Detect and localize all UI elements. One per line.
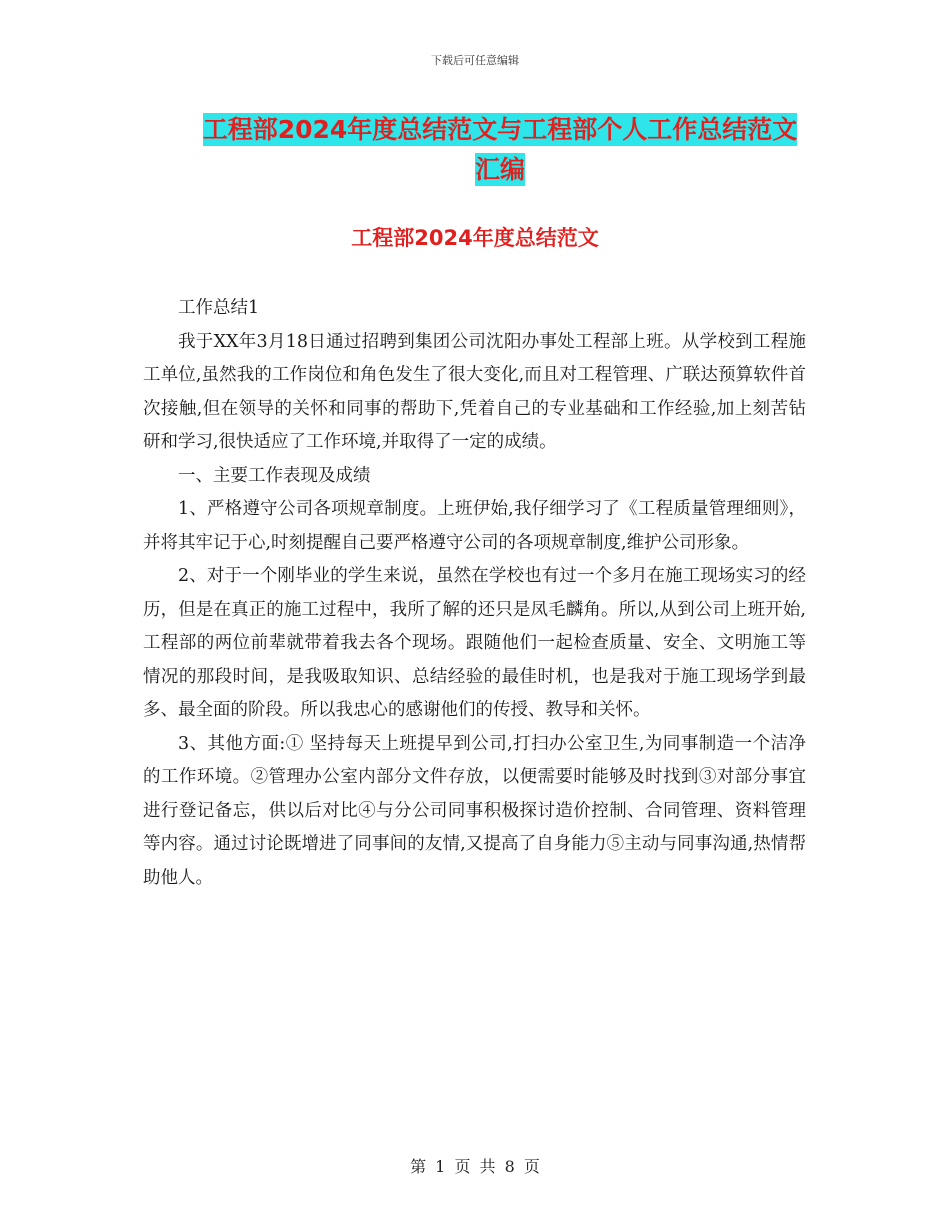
paragraph: 3、其他方面:① 坚持每天上班提早到公司,打扫办公室卫生,为同事制造一个洁净的工作环境。②管理办公室内部分文件存放，以便需要时能够及时找到③对部分事宜进行登记备忘，供以后对比④与分公司同事积极探讨造价控制、合同管理、资料管理等内容。通过讨论既增进了同事间的友情,又提高了自身能力⑤主动与同事沟通,热情帮助他人。: [143, 733, 806, 888]
paragraph: 2、对于一个刚毕业的学生来说，虽然在学校也有过一个多月在施工现场实习的经历，但是在真正的施工过程中，我所了解的还只是凤毛麟角。所以,从到公司上班开始,工程部的两位前辈就带着我去各个现场。跟随他们一起检查质量、安全、文明施工等情况的那段时间，是我吸取知识、总结经验的最佳时机，也是我对于施工现场学到最多、最全面的阶段。所以我忠心的感谢他们的传授、教导和关怀。: [143, 566, 806, 720]
paragraph-subheading: 一、主要工作表现及成绩: [178, 465, 371, 486]
paragraph: 我于XX年3月18日通过招聘到集团公司沈阳办事处工程部上班。从学校到工程施工单位,虽然我的工作岗位和角色发生了很大变化,而且对工程管理、广联达预算软件首次接触,但在领导的关怀和同事的帮助下,凭着自己的专业基础和工作经验,加上刻苦钻研和学习,很快适应了工作环境,并取得了一定的成绩。: [143, 331, 806, 452]
section-title: 工程部2024年度总结范文: [351, 226, 599, 250]
page-footer: 第 1 页 共 8 页: [410, 1157, 540, 1176]
header-note: 下载后可任意编辑: [431, 54, 519, 67]
paragraph: 1、严格遵守公司各项规章制度。上班伊始,我仔细学习了《工程质量管理细则》，并将其牢记于心,时刻提醒自己要严格遵守公司的各项规章制度,维护公司形象。: [143, 499, 806, 553]
document-title-line1: 工程部2024年度总结范文与工程部个人工作总结范文: [202, 115, 798, 144]
document-title: [185, 110, 815, 190]
document-body: [143, 292, 806, 895]
paragraph-heading: 工作总结1: [178, 298, 260, 318]
document-title-line2: 汇编: [474, 155, 525, 184]
